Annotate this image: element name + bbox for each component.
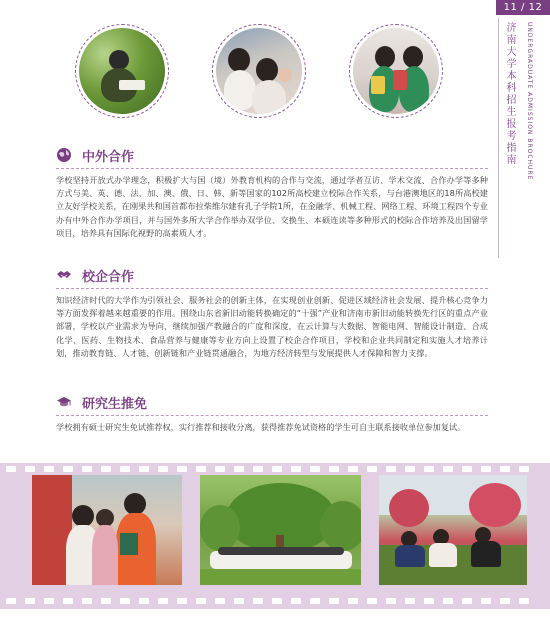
- photo-students-group-outdoor: [32, 475, 182, 585]
- section-body-intl-cooperation: 学校坚持开放式办学理念，积极扩大与国（境）外教育机构的合作与交流，通过学者互访、学术交流、合作办学等多种方式与美、英、德、法、加、澳、俄、日、韩、新等国家的102所高校建立校际合作关系，与台港澳地区的18所高校建立友好学校关系，在刚果共和国首都布拉柴维尔建有孔子学院1所，在金融学、机械工程、网络工程、环境工程四个专业办有中外合作办学项目，并与国外多所大学合作举办双学位、交换生、本硕连读等多种形式的校际合作培养及出国留学项目，培养具有国际化视野的高素质人才。: [56, 175, 488, 238]
- photo-graduates-tree-group: [200, 475, 361, 585]
- brochure-title-cn: 济南大学本科招生报考指南: [504, 22, 515, 166]
- film-perforations-bottom: [0, 598, 550, 606]
- circle-photo-international-students: [349, 24, 443, 118]
- section-title: 校企合作: [82, 269, 135, 285]
- circle-photo-students-lab: [212, 24, 306, 118]
- section-header-postgrad-recommend: [56, 392, 147, 412]
- page-number-badge: 11 / 12: [496, 0, 550, 15]
- section-title: 研究生推免: [82, 396, 148, 412]
- graduation-cap-icon: [56, 394, 72, 410]
- section-divider: [56, 415, 488, 416]
- handshake-icon: [56, 267, 72, 283]
- section-header-intl-cooperation: [56, 145, 134, 165]
- section-title: 中外合作: [82, 149, 135, 165]
- section-divider: [56, 168, 488, 169]
- globe-icon: [56, 147, 72, 163]
- vertical-divider: [498, 18, 499, 258]
- section-body-postgrad-recommend: 学校拥有硕士研究生免试推荐权，实行推荐和接收分离，获得推荐免试资格的学生可自主联系接收单位参加复试。: [56, 422, 466, 432]
- brochure-title-en: UNDERGRADUATE ADMISSION BROCHURE: [526, 22, 533, 181]
- section-body-school-enterprise: 知识经济时代的大学作为引领社会、服务社会的创新主体，在实现创业创新、促进区域经济社会发展、提升核心竞争力等方面发挥着越来越重要的作用。围绕山东省新旧动能转换确定的“十强”产业和济南市新旧动能转换先行区的重点产业部署，学校以产业需求为导向，继续加强产教融合的广度和深度，在云计算与大数据、智能电网、智能设计制造、合成化学、医药、生物技术、食品营养与健康等专业方向上设置了校企合作项目，学校和企业共同制定和实施人才培养计划，推动教育链、人才链、创新链和产业链贯通融合，为地方经济转型与发展提供人才保障和智力支撑。: [56, 295, 488, 358]
- photo-students-reading-garden: [379, 475, 527, 585]
- film-perforations-top: [0, 466, 550, 474]
- circle-photo-student-reading: [75, 24, 169, 118]
- section-divider: [56, 288, 488, 289]
- section-header-school-enterprise: [56, 265, 134, 285]
